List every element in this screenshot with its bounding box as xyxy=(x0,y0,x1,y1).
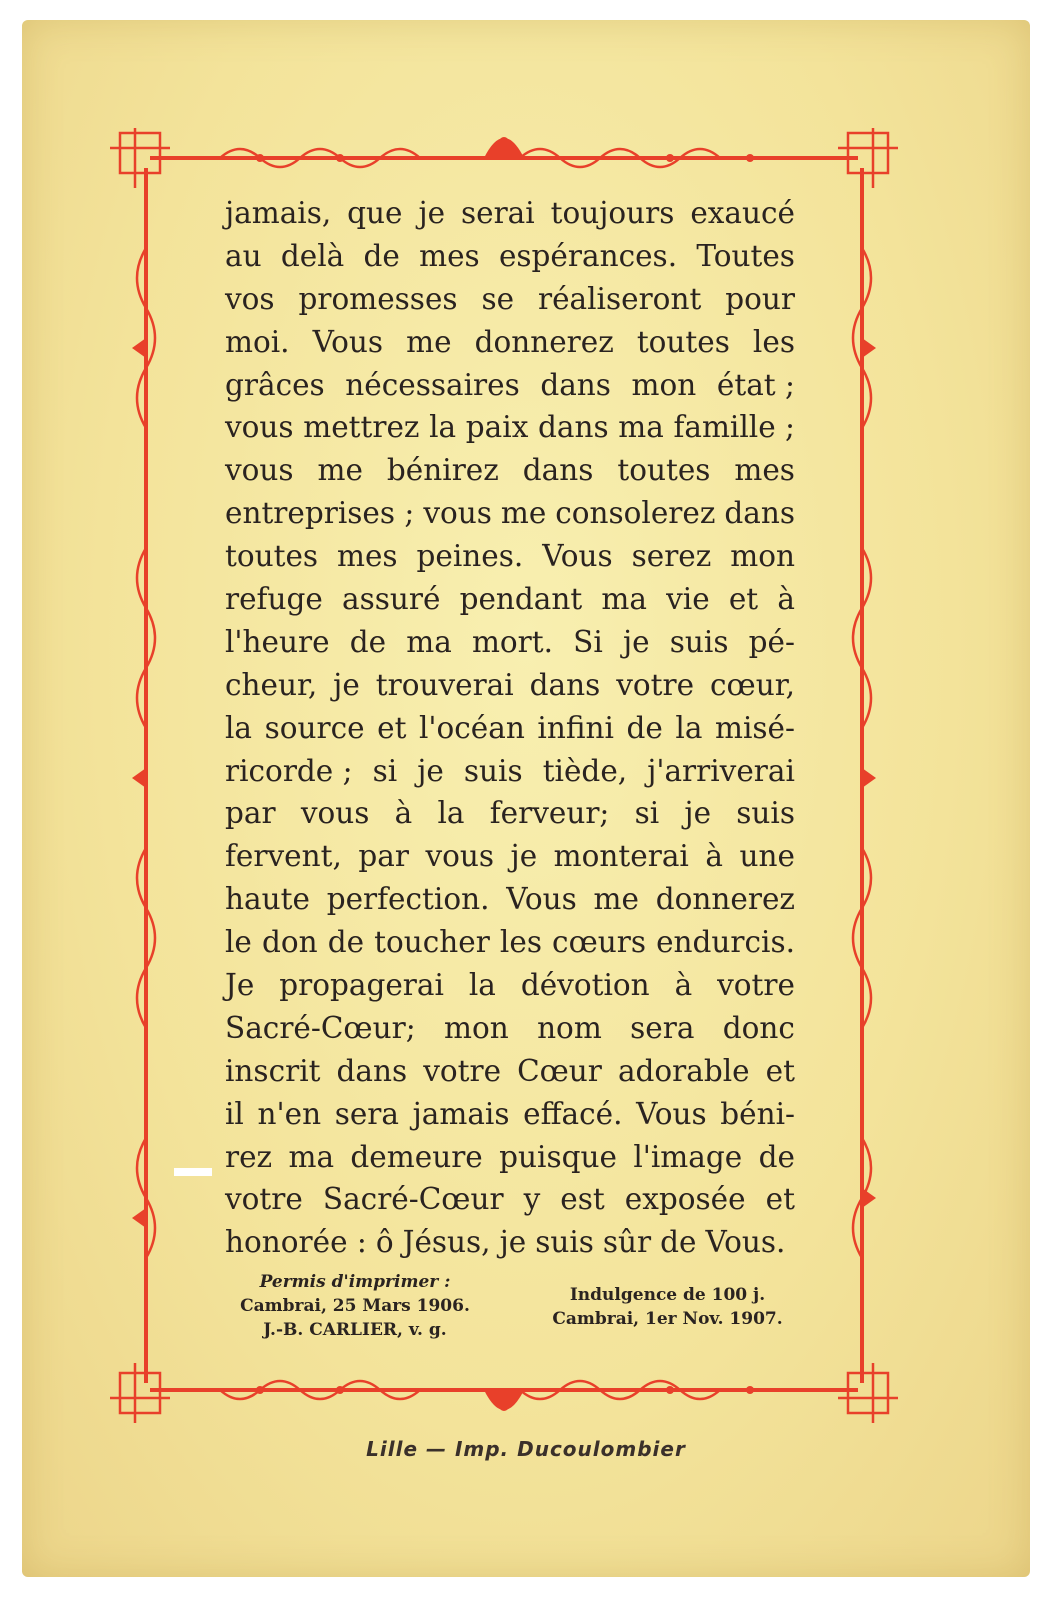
prayer-word: à xyxy=(777,582,795,617)
prayer-word: bénirez xyxy=(386,453,499,488)
prayer-word: sûr xyxy=(602,1225,652,1260)
prayer-word: exposée xyxy=(624,1182,746,1217)
imprimatur-block xyxy=(220,1270,490,1342)
prayer-word: donnerez xyxy=(655,882,795,917)
prayer-word: mes xyxy=(419,238,480,273)
prayer-word: jamais, xyxy=(225,196,332,230)
prayer-line xyxy=(225,921,795,964)
prayer-word: une xyxy=(739,839,795,874)
prayer-word: de xyxy=(327,925,365,960)
prayer-word: vos xyxy=(225,281,275,316)
prayer-word: trouverai xyxy=(375,667,514,702)
prayer-word: donnerez xyxy=(474,324,614,359)
prayer-word: état ; xyxy=(716,367,795,402)
prayer-word: me xyxy=(406,324,452,359)
prayer-line xyxy=(225,235,795,278)
prayer-word: que xyxy=(347,196,403,230)
prayer-word: j'arriverai xyxy=(647,753,795,788)
imprimatur-signatory: J.-B. CARLIER, v. g. xyxy=(263,1320,447,1340)
prayer-word: votre xyxy=(717,968,795,1003)
prayer-line xyxy=(225,621,795,664)
prayer-word: mon xyxy=(631,367,697,402)
prayer-word: vie xyxy=(666,582,710,617)
prayer-word: ma xyxy=(618,410,664,445)
prayer-line xyxy=(225,1093,795,1136)
prayer-word: se xyxy=(481,281,515,316)
prayer-word: votre xyxy=(225,1182,303,1217)
prayer-word: suis xyxy=(463,753,523,788)
prayer-word: la xyxy=(675,710,703,745)
prayer-word: au xyxy=(225,238,262,273)
prayer-word: il xyxy=(225,1096,244,1131)
prayer-word: cœurs xyxy=(552,925,646,960)
prayer-word: moi. xyxy=(225,324,290,359)
prayer-word: n'en xyxy=(257,1096,322,1131)
prayer-word: promesses xyxy=(298,281,458,316)
prayer-word: à xyxy=(394,796,413,831)
prayer-word: et xyxy=(765,1182,795,1217)
printer-credit: Lille — Imp. Ducoulombier xyxy=(366,1437,686,1461)
prayer-word: vous xyxy=(225,453,294,488)
prayer-line xyxy=(225,578,795,621)
prayer-word: l'image xyxy=(633,1139,743,1174)
prayer-word: demeure xyxy=(350,1139,483,1174)
prayer-word: toucher xyxy=(374,925,490,960)
prayer-word: votre xyxy=(616,667,695,702)
prayer-word: jamais xyxy=(412,1096,510,1131)
prayer-line xyxy=(225,321,795,364)
prayer-word: dans xyxy=(522,453,594,488)
prayer-word: de xyxy=(758,1139,795,1174)
imprimatur-label: Permis d'imprimer : xyxy=(259,1272,451,1292)
prayer-word: si xyxy=(634,796,660,831)
prayer-word: rez xyxy=(225,1139,273,1174)
prayer-word: ma xyxy=(406,624,452,659)
prayer-word: à xyxy=(674,968,693,1003)
prayer-word: vous xyxy=(425,839,495,874)
prayer-word: Jésus, xyxy=(402,1225,491,1260)
prayer-line xyxy=(225,1221,795,1264)
prayer-word: de xyxy=(349,624,387,659)
prayer-line xyxy=(225,835,795,878)
prayer-line xyxy=(225,492,795,535)
prayer-word: mort. xyxy=(471,624,554,659)
prayer-word: refuge xyxy=(225,582,323,617)
prayer-word: source xyxy=(264,710,365,745)
prayer-word: est xyxy=(560,1182,605,1217)
prayer-word: dans xyxy=(537,410,609,445)
prayer-word: monterai xyxy=(553,839,689,874)
prayer-line xyxy=(225,449,795,492)
prayer-word: grâces xyxy=(225,367,325,402)
prayer-word: cœur, xyxy=(710,667,795,702)
prayer-word: exaucé xyxy=(690,196,795,230)
prayer-word: Je xyxy=(225,968,255,1003)
prayer-word: misé- xyxy=(714,710,795,745)
prayer-word: entreprises ; xyxy=(225,496,415,531)
prayer-word: béni- xyxy=(720,1096,795,1131)
prayer-word: les xyxy=(499,925,542,960)
prayer-word: vous xyxy=(300,796,370,831)
prayer-word: suis xyxy=(736,796,795,831)
prayer-word: la xyxy=(468,968,496,1003)
prayer-word: vous xyxy=(423,496,492,531)
prayer-line xyxy=(225,406,795,449)
prayer-word: je xyxy=(684,796,712,831)
prayer-word: puisque xyxy=(499,1139,617,1174)
prayer-word: votre xyxy=(423,1053,502,1088)
prayer-word: Cœur xyxy=(517,1053,602,1088)
prayer-word: endurcis. xyxy=(656,925,795,960)
prayer-word: suis xyxy=(669,624,729,659)
prayer-word: Vous xyxy=(312,324,384,359)
prayer-line xyxy=(225,1007,795,1050)
prayer-word: la xyxy=(437,796,465,831)
indulgence-line-1: Indulgence de 100 j. xyxy=(569,1285,766,1305)
prayer-line xyxy=(225,707,795,750)
prayer-word: la xyxy=(429,410,457,445)
prayer-word: le xyxy=(225,925,252,960)
prayer-word: si xyxy=(372,753,398,788)
prayer-word: et xyxy=(765,1053,795,1088)
prayer-word: Toutes xyxy=(696,238,795,273)
prayer-word: serai xyxy=(460,196,535,230)
prayer-word: toutes xyxy=(636,324,730,359)
prayer-word: fervent, xyxy=(225,839,342,874)
prayer-text xyxy=(225,192,795,1264)
prayer-line xyxy=(225,750,795,793)
prayer-word: réaliseront xyxy=(537,281,702,316)
prayer-line xyxy=(225,1050,795,1093)
indulgence-block xyxy=(530,1283,805,1331)
prayer-word: je xyxy=(499,1225,527,1260)
prayer-word: dans xyxy=(529,667,601,702)
prayer-word: de xyxy=(626,710,663,745)
prayer-word: delà xyxy=(280,238,345,273)
prayer-word: infini xyxy=(537,710,614,745)
prayer-word: l'océan xyxy=(418,710,525,745)
prayer-line xyxy=(225,964,795,1007)
prayer-word: les xyxy=(752,324,795,359)
prayer-word: par xyxy=(358,839,409,874)
prayer-word: donc xyxy=(722,1010,795,1045)
prayer-word: toujours xyxy=(550,196,675,230)
prayer-word: et xyxy=(728,582,759,617)
prayer-word: l'heure xyxy=(225,624,330,659)
prayer-word: je xyxy=(418,196,446,230)
prayer-word: Sacré-Cœur; xyxy=(225,1010,416,1045)
prayer-word: pé- xyxy=(748,624,795,659)
prayer-word: Vous xyxy=(636,1096,707,1131)
prayer-word: me xyxy=(593,882,639,917)
prayer-word: me xyxy=(500,496,547,531)
prayer-word: honorée : xyxy=(225,1225,367,1260)
prayer-word: et xyxy=(377,710,407,745)
prayer-word: sera xyxy=(334,1096,399,1131)
prayer-word: pendant xyxy=(459,582,583,617)
prayer-word: Sacré-Cœur xyxy=(322,1182,504,1217)
prayer-word: sera xyxy=(630,1010,695,1045)
prayer-word: nom xyxy=(537,1010,602,1045)
prayer-word: par xyxy=(225,796,276,831)
prayer-word: Vous. xyxy=(705,1225,786,1260)
prayer-line xyxy=(225,364,795,407)
prayer-word: ma xyxy=(601,582,647,617)
prayer-word: dévotion xyxy=(520,968,650,1003)
prayer-word: mon xyxy=(730,539,795,574)
prayer-word: y xyxy=(523,1182,541,1217)
prayer-word: mes xyxy=(734,453,795,488)
prayer-word: ferveur; xyxy=(489,796,610,831)
prayer-word: serez xyxy=(631,539,712,574)
prayer-word: effacé. xyxy=(523,1096,623,1131)
prayer-word: dans xyxy=(540,367,611,402)
prayer-word: tiède, xyxy=(542,753,628,788)
prayer-word: me xyxy=(317,453,363,488)
prayer-line xyxy=(225,192,795,235)
prayer-word: assuré xyxy=(341,582,441,617)
prayer-line xyxy=(225,878,795,921)
prayer-word: Si xyxy=(573,624,603,659)
imprimatur-place-date: Cambrai, 25 Mars 1906. xyxy=(240,1296,470,1316)
prayer-word: famille ; xyxy=(673,410,795,445)
prayer-word: je xyxy=(417,753,444,788)
prayer-line xyxy=(225,664,795,707)
prayer-word: inscrit xyxy=(225,1053,321,1088)
prayer-word: vous xyxy=(225,410,294,445)
paper-blemish xyxy=(174,1168,212,1176)
prayer-word: nécessaires xyxy=(345,367,520,402)
prayer-word: je xyxy=(622,624,650,659)
prayer-word: don xyxy=(261,925,318,960)
prayer-word: haute xyxy=(225,882,310,917)
prayer-word: paix xyxy=(465,410,529,445)
prayer-word: pour xyxy=(725,281,795,316)
prayer-word: ma xyxy=(288,1139,335,1174)
prayer-word: suis xyxy=(535,1225,594,1260)
prayer-word: Vous xyxy=(506,882,577,917)
prayer-line xyxy=(225,792,795,835)
prayer-word: mes xyxy=(337,539,398,574)
prayer-word: à xyxy=(705,839,723,874)
prayer-word: de xyxy=(363,238,400,273)
prayer-line xyxy=(225,278,795,321)
prayer-word: espérances. xyxy=(498,238,678,273)
prayer-word: mon xyxy=(443,1010,509,1045)
prayer-word: je xyxy=(333,667,360,702)
prayer-word: toutes xyxy=(225,539,319,574)
prayer-line xyxy=(225,535,795,578)
prayer-word: je xyxy=(510,839,538,874)
prayer-word: perfection. xyxy=(326,882,490,917)
indulgence-line-2: Cambrai, 1er Nov. 1907. xyxy=(552,1309,783,1329)
prayer-word: Vous xyxy=(542,539,613,574)
prayer-word: la xyxy=(225,710,253,745)
prayer-word: mettrez xyxy=(303,410,420,445)
prayer-word: dans xyxy=(336,1053,408,1088)
prayer-word: adorable xyxy=(617,1053,750,1088)
prayer-line xyxy=(225,1178,795,1221)
prayer-word: ricorde ; xyxy=(225,753,353,788)
prayer-word: consolerez xyxy=(555,496,716,531)
prayer-word: peines. xyxy=(416,539,524,574)
prayer-word: dans xyxy=(724,496,795,531)
prayer-line xyxy=(225,1136,795,1179)
prayer-word: toutes xyxy=(617,453,711,488)
prayer-word: de xyxy=(660,1225,697,1260)
prayer-word: ô xyxy=(375,1225,394,1260)
prayer-word: cheur, xyxy=(225,667,318,702)
prayer-word: propagerai xyxy=(279,968,444,1003)
